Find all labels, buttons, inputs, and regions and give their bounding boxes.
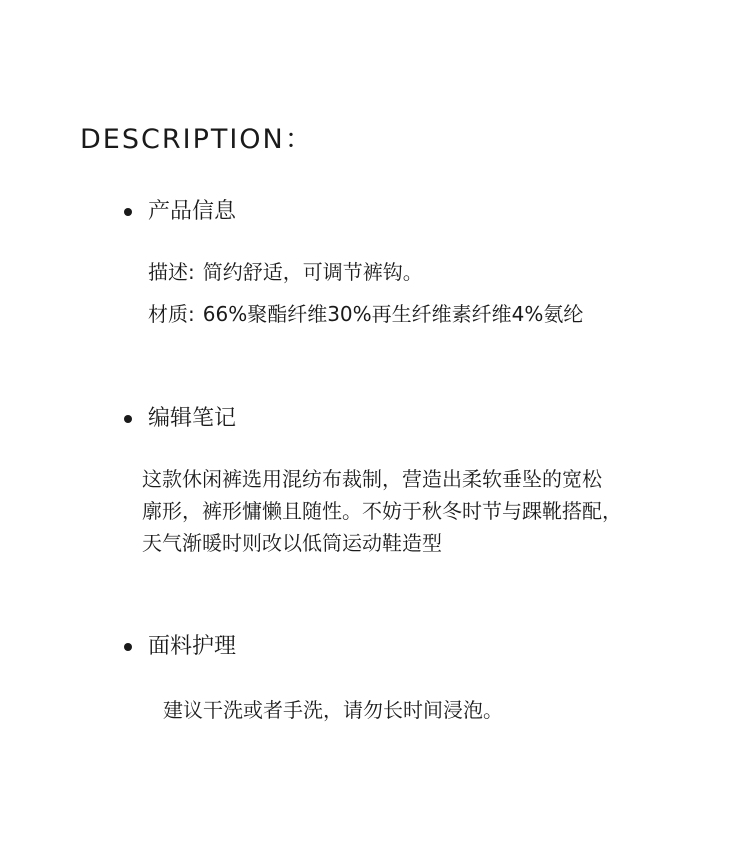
section-editor-notes (124, 404, 236, 434)
section-product-info (124, 197, 236, 227)
bullet-icon (124, 208, 132, 216)
material-line (148, 298, 583, 330)
material-value: 66%聚酯纤维30%再生纤维素纤维4%氨纶 (202, 302, 584, 326)
material-label: 材质: (148, 302, 195, 326)
description-heading: DESCRIPTION： (80, 124, 314, 155)
desc-value: 简约舒适，可调节裤钩。 (202, 260, 423, 284)
section-title-care: 面料护理 (148, 634, 237, 659)
desc-line (148, 256, 423, 288)
section-care (124, 632, 236, 662)
editor-notes-line-3: 天气渐暖时则改以低筒运动鞋造型 (142, 531, 442, 555)
bullet-icon (124, 643, 132, 651)
desc-label: 描述: (148, 260, 195, 284)
section-title-editor-notes: 编辑笔记 (148, 406, 237, 431)
section-title-product-info: 产品信息 (148, 199, 237, 224)
care-text: 建议干洗或者手洗，请勿长时间浸泡。 (163, 698, 503, 722)
bullet-icon (124, 415, 132, 423)
editor-notes-line-1: 这款休闲裤选用混纺布裁制，营造出柔软垂坠的宽松 (142, 467, 602, 491)
editor-notes-line-2: 廓形，裤形慵懒且随性。不妨于秋冬时节与踝靴搭配， (142, 499, 622, 523)
